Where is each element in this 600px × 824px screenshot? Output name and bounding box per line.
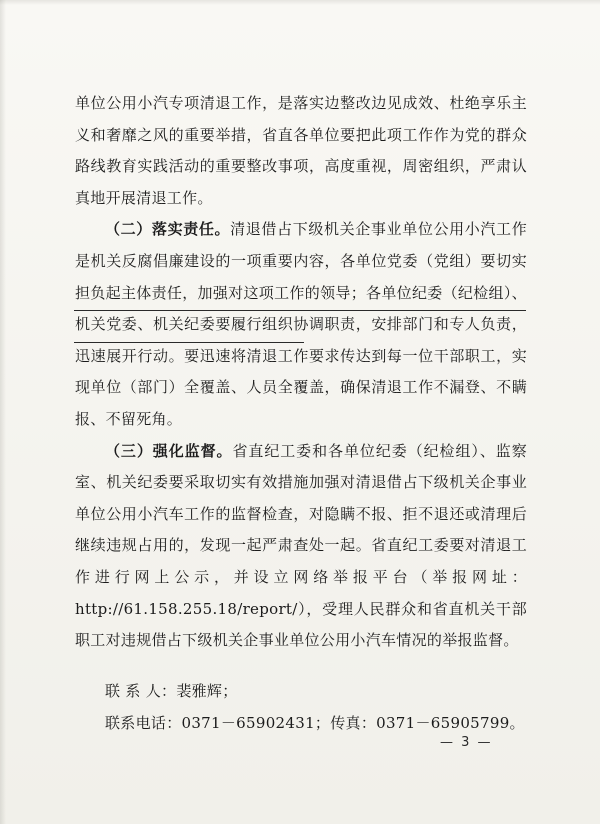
paragraph-1 [75, 88, 527, 214]
contact-person: 联 系 人：裴雅辉； [105, 682, 238, 700]
paragraph-3-text: 省直纪工委和各单位纪委（纪检组）、监察室、机关纪委要采取切实有效措施加强对清退借占下级机关企事业单位公用小汽车工作的监督检查，对隐瞒不报、拒不退还或清理后继续违规占用的，发现一起严肃查处一起。省直纪工委要对清退工作进行网上公示，并设立网络举报平台（举报网址：http://61.158.255.18/report/），受理人民群众和省直机关干部职工对违规借占下级机关企事业单位公用小汽车情况的举报监督。 [75, 441, 528, 650]
section-heading-3: （三）强化监督。 [105, 441, 233, 460]
contact-phones: 联系电话：0371－65902431；传真：0371－65905799。 [105, 714, 525, 732]
paragraph-3 [75, 436, 527, 657]
handwritten-underline-2 [74, 342, 304, 343]
paragraph-2-text: 清退借占下级机关企事业单位公用小汽工作是机关反腐倡廉建设的一项重要内容，各单位党委（党组）要切实担负起主体责任，加强对这项工作的领导；各单位纪委（纪检组）、机关党委、机关纪委要履行组织协调职责，安排部门和专人负责，迅速展开行动。要迅速将清退工作要求传达到每一位干部职工，实现单位（部门）全覆盖、人员全覆盖，确保清退工作不漏登、不瞒报、不留死角。 [75, 220, 527, 428]
page-number: — 3 — [440, 735, 493, 750]
paragraph-2 [75, 214, 527, 435]
scan-shadow-left [0, 0, 6, 824]
scan-shadow-top [0, 0, 600, 5]
section-heading-2: （二）落实责任。 [105, 220, 231, 239]
paragraph-1-text: 单位公用小汽专项清退工作，是落实边整改边见成效、杜绝享乐主义和奢靡之风的重要举措，省直各单位要把此项工作作为党的群众路线教育实践活动的重要整改事项，高度重视，周密组织，严肃认真地开展清退工作。 [75, 94, 527, 207]
document-body [75, 88, 527, 657]
handwritten-underline-1 [74, 310, 526, 311]
